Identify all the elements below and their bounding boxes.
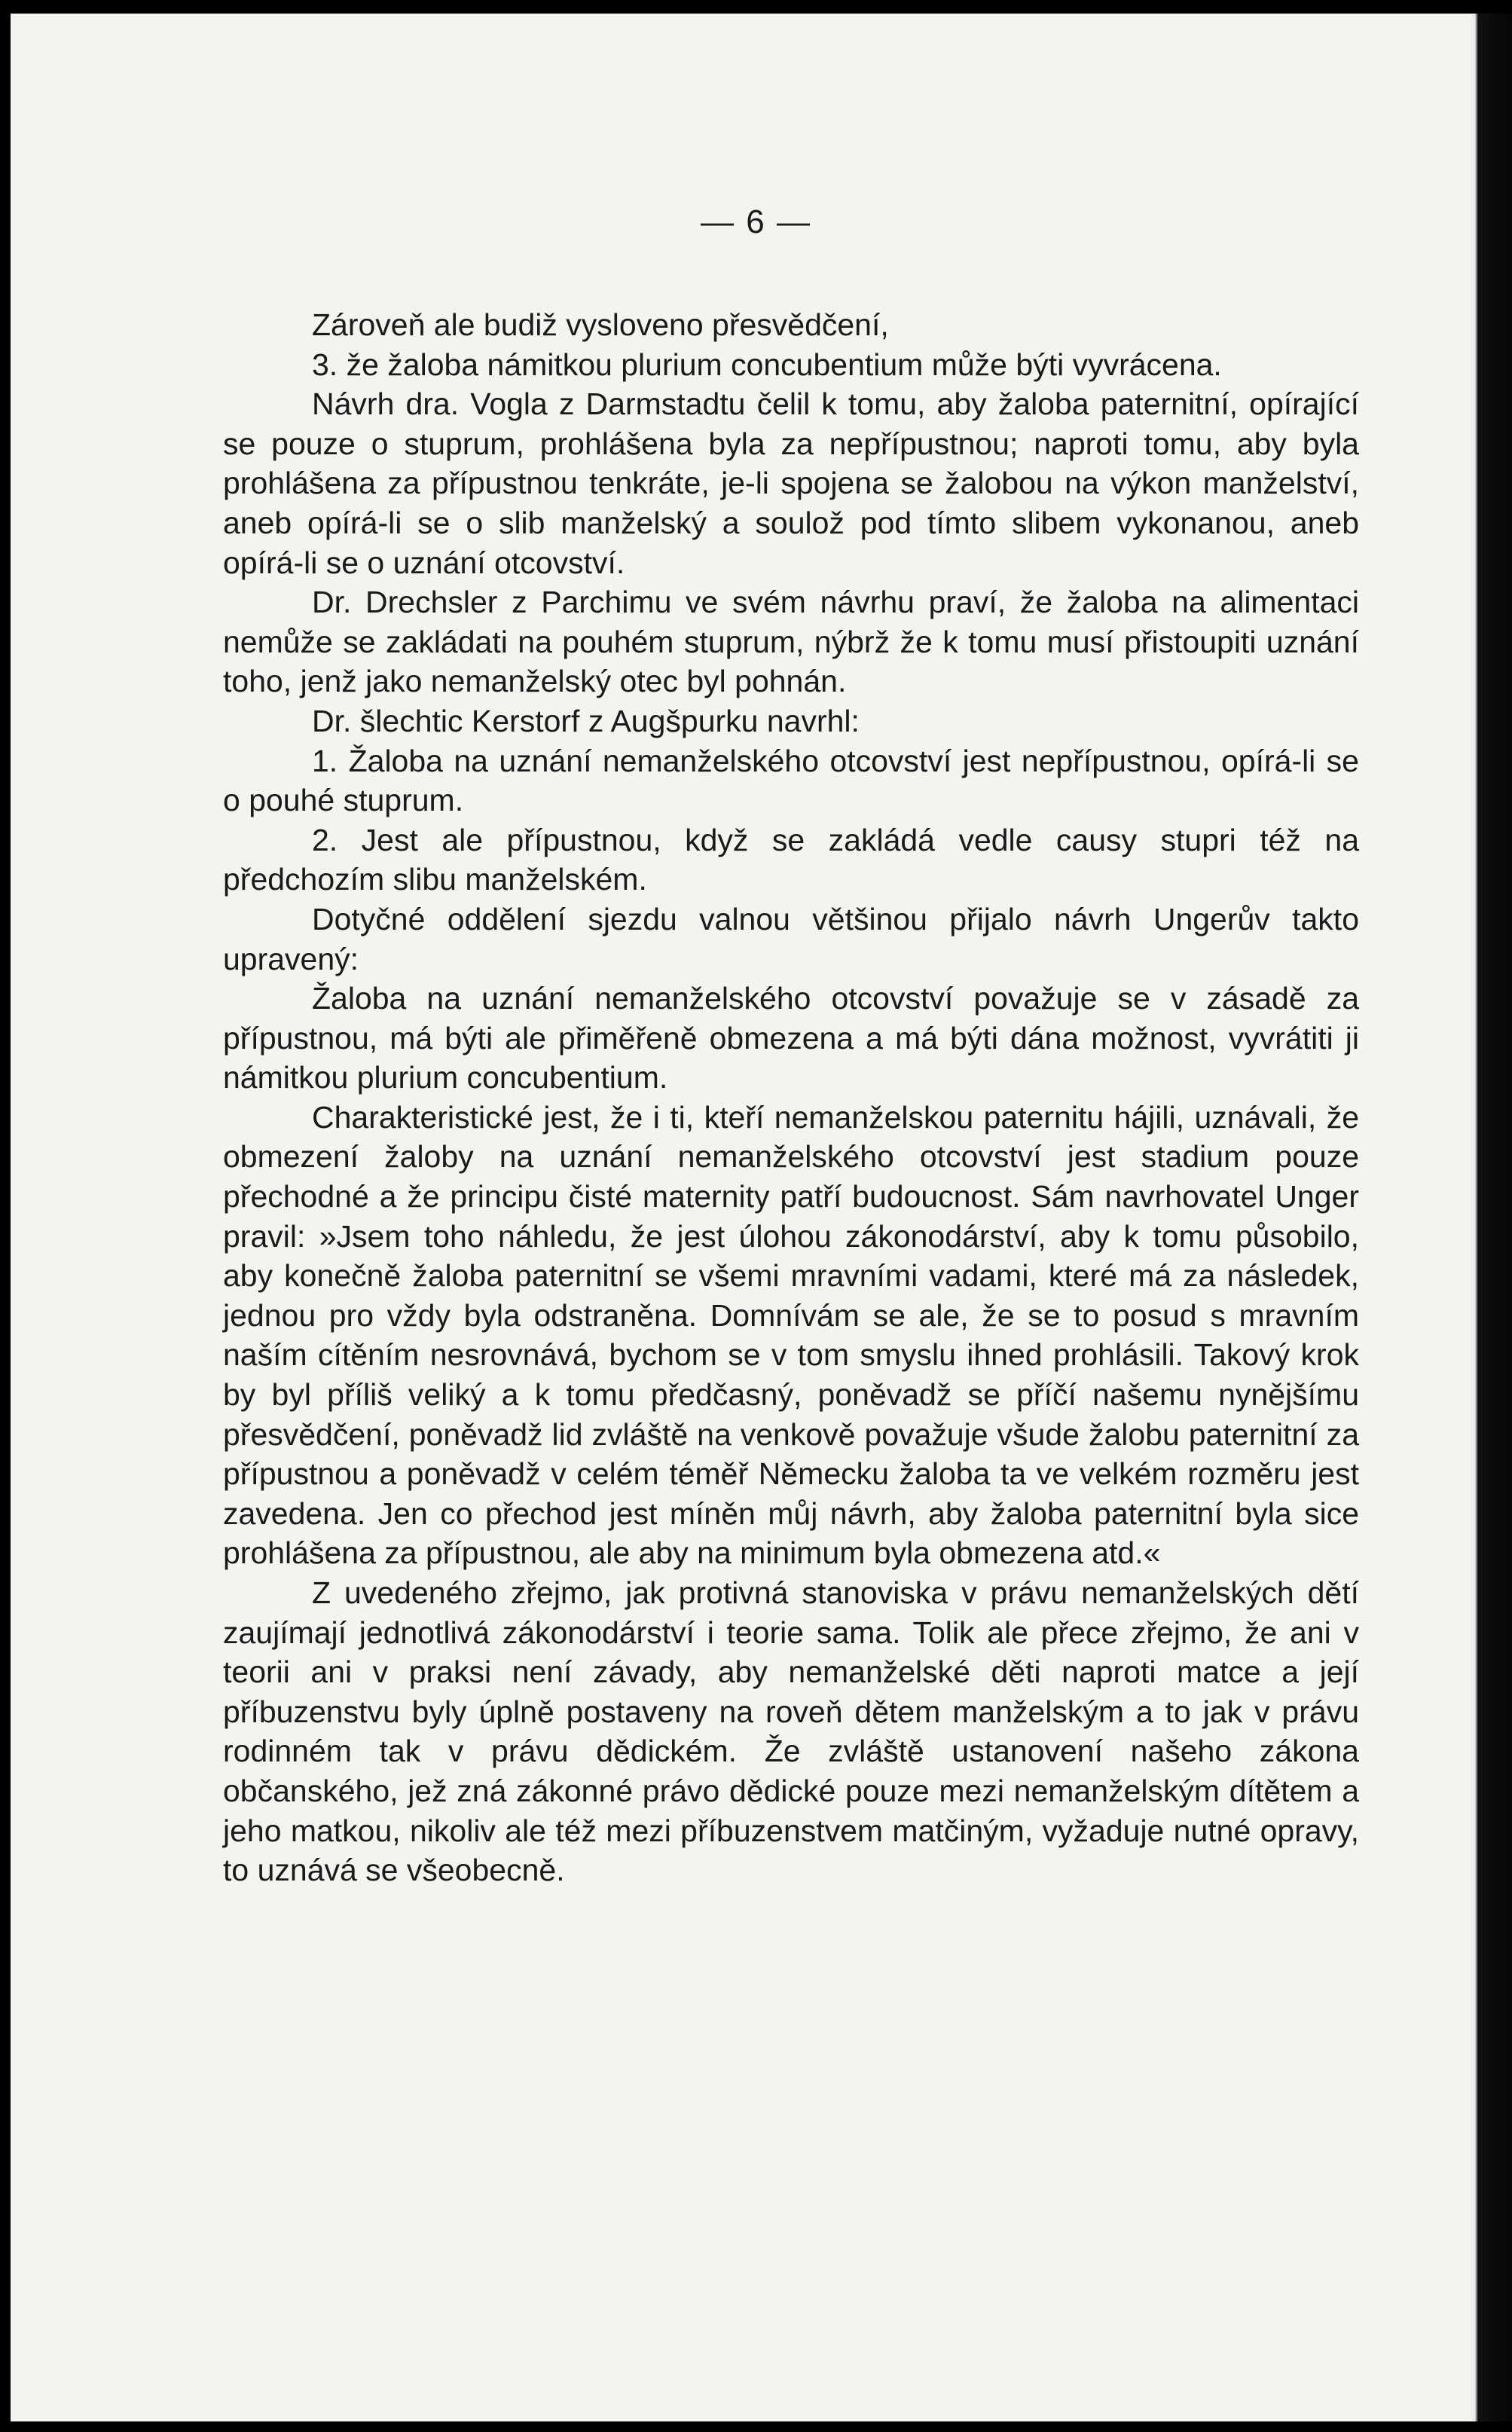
paragraph-3: Návrh dra. Vogla z Darmstadtu čelil k tomu, aby žaloba paternitní, opírající se pouze o stuprum, prohlášena byla za nepřípustnou; naproti tomu, aby byla prohlášena za přípustnou tenkráte, je-li spojena se žalobou na výkon manželství, aneb opírá-li se o slib manželský a soulož pod tímto slibem vykonanou, aneb opírá-li se o uznání otcovství.	[223, 386, 1359, 580]
scan-edge	[1471, 14, 1512, 2421]
paragraph-7: 2. Jest ale přípustnou, když se zakládá vedle causy stupri též na předchozím slibu manželském.	[223, 822, 1359, 897]
paragraph-6: 1. Žaloba na uznání nemanželského otcovství jest nepřípustnou, opírá-li se o pouhé stuprum.	[223, 743, 1359, 818]
paragraph-8: Dotyčné oddělení sjezdu valnou většinou přijalo návrh Ungerův takto upravený:	[223, 901, 1359, 976]
paragraph-11: Z uvedeného zřejmo, jak protivná stanoviska v právu nemanželských dětí zaujímají jednotlivá zákonodárství i teorie sama. Tolik ale přece zřejmo, že ani v teorii ani v praksi není závady, aby nemanželské děti naproti matce a její příbuzenstvu byly úplně postaveny na roveň dětem manželským a to jak v právu rodinném tak v právu dědickém. Že zvláště ustanovení našeho zákona občanského, jež zná zákonné právo dědické pouze mezi nemanželským dítětem a jeho matkou, nikoliv ale též mezi příbuzenstvem matčiným, vyžaduje nutné opravy, to uznává se všeobecně.	[223, 1575, 1359, 1888]
paragraph-1: Zároveň ale budiž vysloveno přesvědčení,	[312, 307, 889, 342]
paragraph-5: Dr. šlechtic Kerstorf z Augšpurku navrhl:	[312, 703, 860, 738]
paragraph-4: Dr. Drechsler z Parchimu ve svém návrhu praví, že žaloba na alimentaci nemůže se zakládati na pouhém stuprum, nýbrž že k tomu musí přistoupiti uznání toho, jenž jako nemanželský otec byl pohnán.	[223, 585, 1359, 699]
paragraph-9: Žaloba na uznání nemanželského otcovství považuje se v zásadě za přípustnou, má býti ale přiměřeně obmezena a má býti dána možnost, vyvrátiti ji námitkou plurium concubentium.	[223, 981, 1359, 1095]
paragraph-2: 3. že žaloba námitkou plurium concubentium může býti vyvrácena.	[312, 347, 1222, 382]
body-text	[223, 305, 1359, 1890]
page-number: — 6 —	[701, 203, 811, 240]
paragraph-10: Charakteristické jest, že i ti, kteří nemanželskou paternitu hájili, uznávali, že obmezení žaloby na uznání nemanželského otcovství jest stadium pouze přechodné a že principu čisté maternity patří budoucnost. Sám navrhovatel Unger pravil: »Jsem toho náhledu, že jest úlohou zákonodárství, aby k tomu působilo, aby konečně žaloba paternitní se všemi mravními vadami, které má za následek, jednou pro vždy byla odstraněna. Domnívám se ale, že se to posud s mravním naším cítěním nesrovnává, bychom se v tom smyslu ihned prohlásili. Takový krok by byl příliš veliký a k tomu předčasný, poněvadž se příčí našemu nynějšímu přesvědčení, poněvadž lid zvláště na venkově považuje všude žalobu paternitní za přípustnou a poněvadž v celém téměř Německu žaloba ta ve velkém rozměru jest zavedena. Jen co přechod jest míněn můj návrh, aby žaloba paternitní byla sice prohlášena za přípustnou, ale aby na minimum byla obmezena atd.«	[223, 1099, 1359, 1571]
